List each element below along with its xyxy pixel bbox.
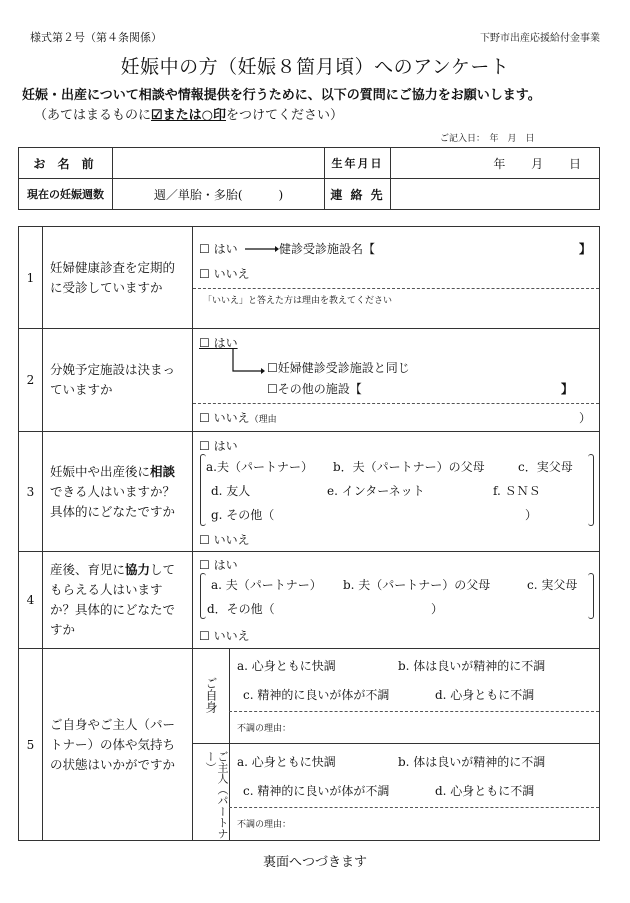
q3-option-g[interactable]: g. その他（ <box>211 508 275 522</box>
q1-facility-label: 健診受診施設名【 <box>279 242 376 256</box>
q4-option-d[interactable]: d．その他（ <box>207 602 275 616</box>
q4-yes-option[interactable]: ☐ はい <box>199 558 238 572</box>
answer-cell <box>193 329 600 432</box>
q3-option-g-close: ） <box>525 508 538 522</box>
q2-reason-close: ） <box>578 411 591 425</box>
q5-self-option-a[interactable]: a. 心身ともに快調 <box>237 659 336 673</box>
self-label: ご自身 <box>204 677 218 713</box>
q5-self-reason[interactable]: 不調の理由： <box>237 724 292 734</box>
q4-option-c[interactable]: c. 実父母 <box>527 578 578 592</box>
q5-self-option-d[interactable]: d. 心身ともに不調 <box>435 688 535 702</box>
name-field[interactable] <box>113 148 325 179</box>
pregnancy-weeks-label: 現在の妊娠週数 <box>19 179 113 210</box>
answer-cell <box>193 649 600 841</box>
q5-partner-option-c[interactable]: c. 精神的に良いが体が不調 <box>243 784 390 798</box>
question-row <box>19 552 600 649</box>
record-date: ご記入日： 年 月 日 <box>440 134 535 144</box>
q4-option-d-close: ） <box>431 602 444 616</box>
partner-label: ご主人（パートナー） <box>204 751 229 839</box>
q2-other-facility-close: 】 <box>561 382 574 396</box>
q1-no-option[interactable]: ☐ いいえ <box>199 267 250 281</box>
answer-cell <box>193 432 600 552</box>
question-number: 4 <box>19 552 43 649</box>
question-text: 妊婦健康診査を定期的に受診していますか <box>43 227 193 329</box>
q2-other-facility-option[interactable]: ☐その他の施設【 <box>267 382 362 396</box>
pregnancy-weeks-field[interactable]: 週／単胎・多胎( ) <box>113 179 325 210</box>
question-number: 3 <box>19 432 43 552</box>
question-number: 5 <box>19 649 43 841</box>
dob-field[interactable]: 年 月 日 <box>391 148 600 179</box>
arrow-elbow-icon <box>231 349 265 377</box>
q1-reason-note: 「いいえ」と答えた方は理由を教えてください <box>203 296 393 306</box>
q4-no-option[interactable]: ☐ いいえ <box>199 629 250 643</box>
answer-cell <box>193 227 600 329</box>
q3-option-e[interactable]: e. インターネット <box>327 484 425 498</box>
question-text: 分娩予定施設は決まっていますか <box>43 329 193 432</box>
intro-line-1: 妊娠・出産について相談や情報提供を行うために、以下の質問にご協力をお願いします。 <box>22 88 541 103</box>
q2-same-facility-option[interactable]: ☐妊婦健診受診施設と同じ <box>267 361 410 375</box>
question-text: 産後、育児に協力してもらえる人はいますか？具体的にどなたですか <box>43 552 193 649</box>
question-number: 1 <box>19 227 43 329</box>
personal-info-table <box>18 147 600 210</box>
arrow-right-icon <box>245 246 279 252</box>
question-row <box>19 649 600 841</box>
answer-cell <box>193 552 600 649</box>
contact-field[interactable] <box>391 179 600 210</box>
q5-partner-option-b[interactable]: b. 体は良いが精神的に不調 <box>398 755 546 769</box>
question-text: 妊娠中や出産後に相談できる人はいますか？具体的にどなたですか <box>43 432 193 552</box>
q3-option-f[interactable]: f. ＳＮＳ <box>493 484 541 498</box>
q5-self-option-b[interactable]: b. 体は良いが精神的に不調 <box>398 659 546 673</box>
q5-self-option-c[interactable]: c. 精神的に良いが体が不調 <box>243 688 390 702</box>
dob-label: 生年月日 <box>325 148 391 179</box>
form-number: 様式第２号（第４条関係） <box>30 31 162 44</box>
intro-line-2: （あてはまるものに☑または○印をつけてください） <box>34 108 344 123</box>
q3-option-a[interactable]: a.夫（パートナー） <box>206 460 313 474</box>
q4-option-a[interactable]: a. 夫（パートナー） <box>211 578 322 592</box>
continue-note: 裏面へつづきます <box>262 855 367 870</box>
page-title: 妊娠中の方（妊娠８箇月頃）へのアンケート <box>120 56 510 78</box>
question-row <box>19 432 600 552</box>
question-row <box>19 329 600 432</box>
q2-yes-option[interactable]: ☐ はい <box>199 336 238 350</box>
questions-table <box>18 226 600 841</box>
q1-yes-option[interactable]: ☐ はい <box>199 242 238 256</box>
q3-option-d[interactable]: d. 友人 <box>211 484 251 498</box>
q3-option-b[interactable]: b．夫（パートナー）の父母 <box>333 460 485 474</box>
q1-facility-close: 】 <box>578 242 591 256</box>
question-text: ご自身やご主人（パートナー）の体や気持ちの状態はいかがですか <box>43 649 193 841</box>
q3-option-c[interactable]: c．実父母 <box>518 460 573 474</box>
q3-no-option[interactable]: ☐ いいえ <box>199 533 250 547</box>
q4-option-b[interactable]: b. 夫（パートナー）の父母 <box>343 578 491 592</box>
question-number: 2 <box>19 329 43 432</box>
name-label: お 名 前 <box>19 148 113 179</box>
q3-yes-option[interactable]: ☐ はい <box>199 439 238 453</box>
program-name: 下野市出産応援給付金事業 <box>480 33 600 44</box>
contact-label: 連 絡 先 <box>325 179 391 210</box>
q5-partner-reason[interactable]: 不調の理由： <box>237 820 292 830</box>
q2-no-option[interactable]: ☐ いいえ（理由 <box>199 411 277 425</box>
q5-partner-option-a[interactable]: a. 心身ともに快調 <box>237 755 336 769</box>
question-row <box>19 227 600 329</box>
q5-partner-option-d[interactable]: d. 心身ともに不調 <box>435 784 535 798</box>
